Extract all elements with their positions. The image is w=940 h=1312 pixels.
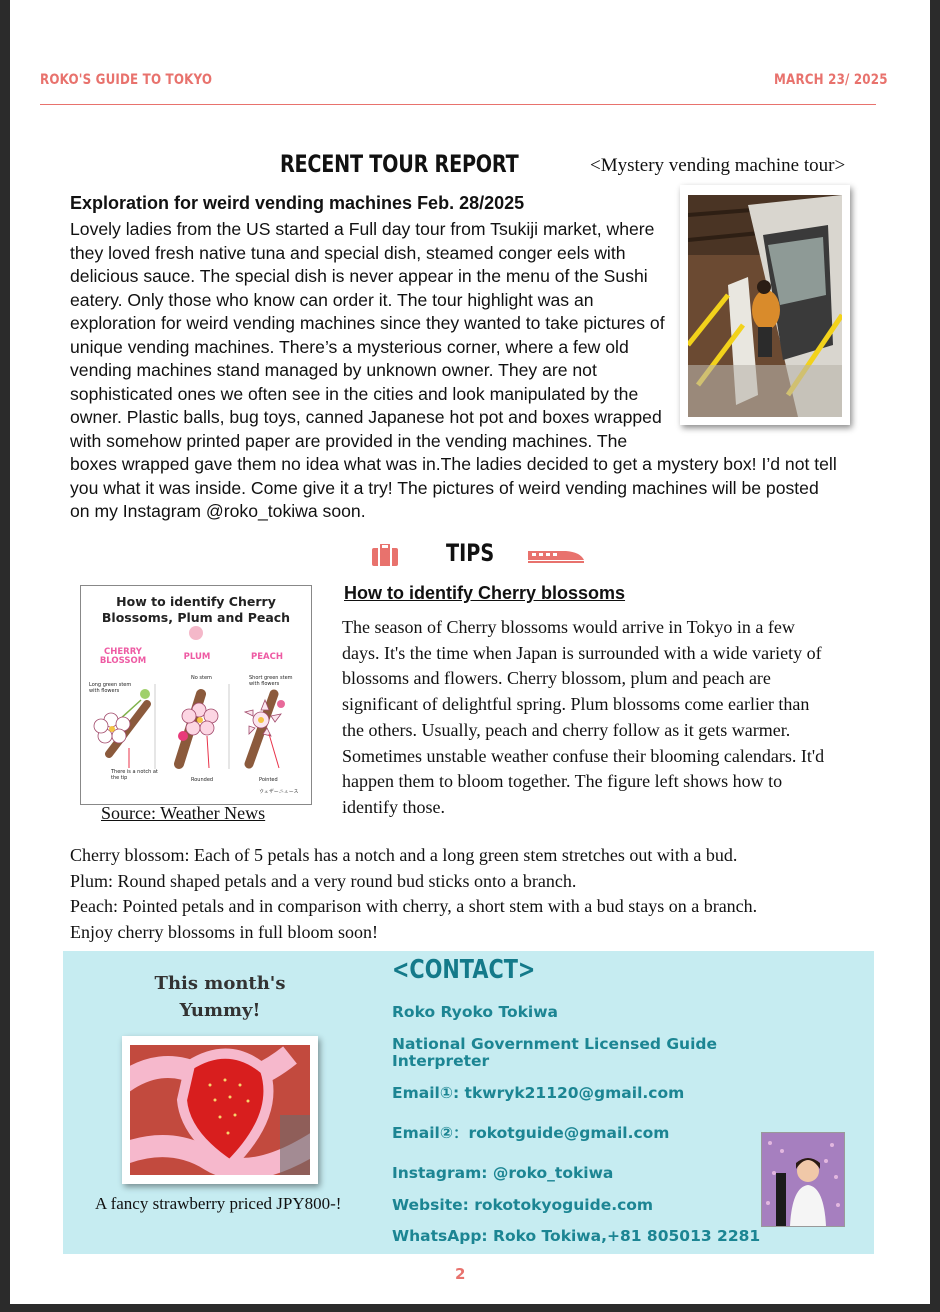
figure-note-plum: No stem [191,675,212,681]
contact-email-2[interactable]: Email②：rokotguide@gmail.com [392,1124,670,1142]
figure-label-plum: PLUM [183,652,211,662]
blossom-illustrations [89,684,303,774]
figure-note-rounded: Rounded [191,777,214,783]
figure-note-pointed: Pointed [259,777,278,783]
figure-source-link[interactable]: Source: Weather News [101,803,266,823]
contact-title: <CONTACT> [392,955,536,985]
page-number: 2 [455,1265,466,1283]
newsletter-title: ROKO'S GUIDE TO TOKYO [40,72,213,88]
contact-email-1[interactable]: Email①: tkwryk21120@gmail.com [392,1084,685,1102]
figure-label-peach: PEACH [251,652,283,662]
strawberry-photo [122,1036,318,1184]
tips-heading: How to identify Cherry blossoms [344,583,626,603]
issue-date: MARCH 23/ 2025 [774,72,888,88]
bullet-train-icon [528,548,584,564]
figure-logo-text: ウェザーニュース [259,789,299,795]
tips-body: The season of Cherry blossoms would arrive in Tokyo in a few days. It's the time when Japan is surrounded with a wide variety of blossoms and flowers. Cherry blossom, plum and peach are significant of delightful spring. Plum blossoms come earlier than the others. Usually, peach and cherry follow as it gets warmer. Sometimes unstable weather confuse their blooming calendars. It'd happen them to bloom together. The figure left shows how to identify those. [342,617,825,817]
section-title-tour-report: RECENT TOUR REPORT [280,150,519,178]
header-divider [40,104,876,105]
contact-website[interactable]: Website: rokotokyoguide.com [392,1196,654,1214]
figure-label-cherry: CHERRY BLOSSOM [99,647,147,666]
strawberry-caption: A fancy strawberry priced JPY800-! [95,1194,342,1213]
tour-subtitle: <Mystery vending machine tour> [590,155,846,176]
contact-name: Roko Ryoko Tokiwa [392,1003,559,1021]
contact-whatsapp[interactable]: WhatsApp: Roko Tokiwa,+81 805013 2281 [392,1227,761,1245]
tips-title: TIPS [446,539,495,567]
tips-list [70,843,870,945]
figure-title: How to identify Cherry Blossoms, Plum and Peach [101,594,291,625]
vending-machine-photo [680,185,850,425]
report-body-text: Lovely ladies from the US started a Full day tour from Tsukiji market, where they loved fresh native tuna and special dish, steamed conger eels with delicious sauce. The special dish is never appear in the menu of the Sushi eatery. Only those who know can order it. The tour highlight was an exploration for weird vending machines since they wanted to take pictures of unique vending machines. There’s a mysterious corner, where a few old vending machines stand managed by unknown owner. They are not sophisticated ones we often see in the cities and look manipulated by the owner. Plastic balls, bug toys, canned Japanese hot pot and boxes wrapped with somehow printed paper are provided in the vending machines. The boxes wrapped gave them no idea what was in.The ladies decided to get a mystery box! I’d not tell you what it was inside. Come give it a try! The pictures of weird vending machines will be posted on my Instagram @roko_tokiwa soon. [70,219,837,521]
tip-peach: Peach: Pointed petals and in comparison with cherry, a short stem with a bud stays on a branch. [70,896,758,916]
tip-closing: Enjoy cherry blossoms in full bloom soon! [70,921,378,942]
yummy-title: This month's Yummy! [154,973,286,1021]
tip-plum: Plum: Round shaped petals and a very round bud sticks onto a branch. [70,870,577,891]
suitcase-icon [372,544,398,566]
figure-note-cherry: Long green stem with flowers [89,682,132,694]
report-heading: Exploration for weird vending machines Feb. 28/2025 [70,193,525,213]
figure-logo-icon [187,626,205,640]
contact-license: National Government Licensed Guide Interpreter [392,1035,718,1070]
cherry-plum-peach-figure [80,585,312,805]
guide-portrait-photo [761,1132,845,1227]
figure-note-notch: There is a notch at the tip [111,769,158,781]
contact-instagram[interactable]: Instagram: @roko_tokiwa [392,1164,614,1182]
figure-note-peach: Short green stem with flowers [249,675,293,687]
tip-cherry: Cherry blossom: Each of 5 petals has a notch and a long green stem stretches out with a bud. [70,845,738,865]
